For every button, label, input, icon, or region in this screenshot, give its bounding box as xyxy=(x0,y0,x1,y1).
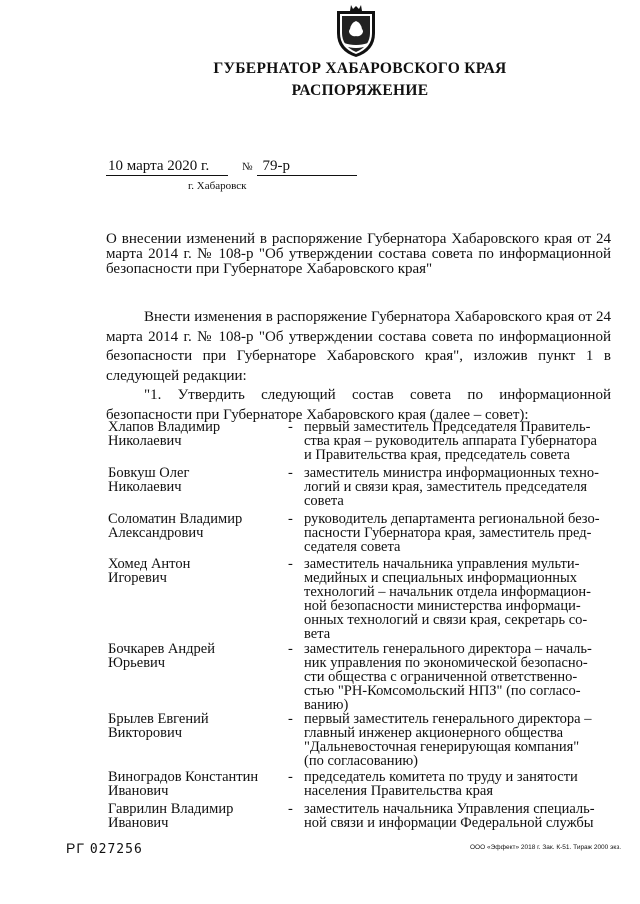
member-role: заместитель министра информационных техно- логий и связи края, заместитель председателя совета xyxy=(304,465,599,509)
body-paragraph: Внести изменения в распоряжение Губернатора Хабаровского края от 24 марта 2014 г. № 108-р "Об утверждении состава совета по информационной безопасности при Губернаторе Хабаровского края", изложив пункт 1 в следующей редакции: xyxy=(106,309,611,384)
document-number: 79-р xyxy=(257,158,357,176)
form-serial xyxy=(66,840,143,857)
dash-separator: - xyxy=(288,511,293,527)
member-role: первый заместитель Председателя Правитель- ства края – руководитель аппарата Губернатора и Правительства края, председатель совета xyxy=(304,419,597,463)
member-role: руководитель департамента региональной безо- пасности Губернатора края, заместитель пред- седателя совета xyxy=(304,511,600,555)
member-name: Соломатин Владимир Александрович xyxy=(108,511,243,541)
member-name: Хомед Антон Игоревич xyxy=(108,556,191,586)
coat-of-arms-icon xyxy=(333,3,379,59)
member-role: первый заместитель генерального директора – главный инженер акционерного общества "Дальневосточная генерирующая компания" (по согласованию) xyxy=(304,711,592,769)
document-body xyxy=(106,308,611,425)
date-number-line xyxy=(106,158,357,176)
member-role: председатель комитета по труду и занятости населения Правительства края xyxy=(304,769,578,799)
body-paragraph: "1. Утвердить следующий состав совета по информационной безопасности при Губернаторе Хабаровского края (далее – совет): xyxy=(106,387,611,423)
city-label: г. Хабаровск xyxy=(188,180,247,192)
member-role: заместитель начальника управления мульти- медийных и специальных информационных технологий – начальник отдела информацион- ной безопасности министерства информаци- онных технологий и связи края, секретарь со- вета xyxy=(304,556,591,642)
dash-separator: - xyxy=(288,711,293,727)
member-name: Виноградов Константин Иванович xyxy=(108,769,259,799)
document-date: 10 марта 2020 г. xyxy=(106,158,228,176)
member-name: Бовкуш Олег Николаевич xyxy=(108,465,190,495)
form-serial-number: 027256 xyxy=(89,842,143,857)
member-name: Гаврилин Владимир Иванович xyxy=(108,801,234,831)
member-role: заместитель начальника Управления специаль- ной связи и информации Федеральной службы xyxy=(304,801,595,831)
member-name: Хлапов Владимир Николаевич xyxy=(108,419,221,449)
dash-separator: - xyxy=(288,419,293,435)
form-series: РГ xyxy=(66,840,85,856)
member-role: заместитель генерального директора – началь- ник управления по экономической безопасно- сти общества с ограниченной ответственно- стью "РН-Комсомольский НПЗ" (по согласо- ванию) xyxy=(304,641,592,713)
dash-separator: - xyxy=(288,801,293,817)
dash-separator: - xyxy=(288,641,293,657)
member-name: Бочкарев Андрей Юрьевич xyxy=(108,641,215,671)
member-name: Брылев Евгений Викторович xyxy=(108,711,209,741)
printer-imprint: ООО «Эффект» 2018 г. Зак. К-51. Тираж 2000 экз. xyxy=(470,844,622,851)
dash-separator: - xyxy=(288,556,293,572)
dash-separator: - xyxy=(288,465,293,481)
dash-separator: - xyxy=(288,769,293,785)
number-sign: № xyxy=(242,161,253,173)
document-type-title: РАСПОРЯЖЕНИЕ xyxy=(291,82,429,99)
document-subject: О внесении изменений в распоряжение Губернатора Хабаровского края от 24 марта 2014 г. № 108-р "Об утверждении состава совета по информационной безопасности при Губернаторе Хабаровского края" xyxy=(106,231,611,277)
issuer-title: ГУБЕРНАТОР ХАБАРОВСКОГО КРАЯ xyxy=(213,60,507,77)
